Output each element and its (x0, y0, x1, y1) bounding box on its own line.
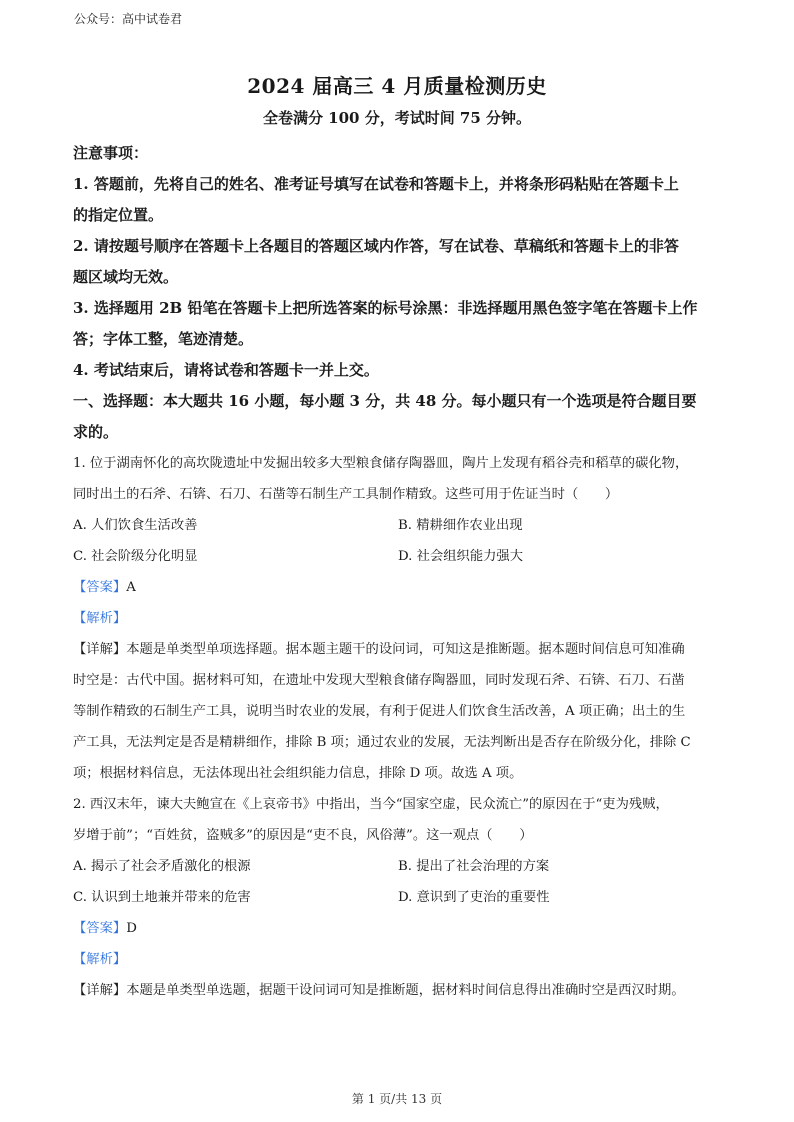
detail-line (73, 975, 723, 1006)
question-options (73, 851, 723, 913)
answer-value: A (126, 580, 136, 595)
section-line: 求的。 (73, 423, 119, 441)
notice-block (73, 138, 723, 386)
option-b: B. 提出了社会治理的方案 (398, 859, 550, 874)
document-body (73, 138, 723, 1006)
notice-line: 3. 选择题用 2B 铅笔在答题卡上把所选答案的标号涂黑：非选择题用黑色签字笔在答题卡上作 (73, 299, 698, 317)
option-b: B. 精耕细作农业出现 (398, 518, 523, 533)
analysis-line (73, 944, 723, 975)
page-footer: 第 1 页/共 13 页 (351, 1092, 443, 1106)
notice-line: 题区域均无效。 (73, 268, 179, 286)
detail-line: 时空是：古代中国。据材料可知，在遗址中发现大型粮食储存陶器皿，同时发现石斧、石锛、石刀、石凿 (73, 673, 685, 688)
detail-line: 等制作精致的石制生产工具，说明当时农业的发展，有利于促进人们饮食生活改善，A 项正确；出土的生 (73, 704, 686, 719)
answer-label: 【答案】 (73, 921, 127, 936)
notice-line: 的指定位置。 (73, 206, 164, 224)
detail-line (73, 634, 723, 665)
detail-text: 本题是单类型单选题，据题干设问词可知是推断题，据材料时间信息得出准确时空是西汉时期。 (126, 983, 685, 998)
section-line: 一、选择题：本大题共 16 小题，每小题 3 分，共 48 分。每小题只有一个选项是符合题目要 (73, 392, 697, 410)
option-c: C. 社会阶级分化明显 (73, 549, 198, 564)
notice-line: 答；字体工整，笔迹清楚。 (73, 330, 254, 348)
answer-value: D (126, 921, 137, 936)
option-a: A. 揭示了社会矛盾激化的根源 (73, 859, 251, 874)
notice-line: 2. 请按题号顺序在答题卡上各题目的答题区域内作答，写在试卷、草稿纸和答题卡上的非答 (73, 237, 679, 255)
question-stem-line: 岁增于前”；“百姓贫，盗贼多”的原因是“吏不良，风俗薄”。这一观点（ ） (73, 828, 533, 843)
detail-line: 产工具，无法判定是否是精耕细作，排除 B 项；通过农业的发展，无法判断出是否存在阶级分化，排除 C (73, 735, 691, 750)
page-title: 2024 届高三 4 月质量检测历史 (247, 74, 547, 98)
question-stem-line: 同时出土的石斧、石锛、石刀、石凿等石制生产工具制作精致。这些可用于佐证当时（ ） (73, 487, 619, 502)
question-2 (73, 789, 723, 1006)
option-d: D. 意识到了吏治的重要性 (398, 890, 550, 905)
analysis-label: 【解析】 (73, 611, 127, 626)
detail-line: 项；根据材料信息，无法体现出社会组织能力信息，排除 D 项。故选 A 项。 (73, 766, 523, 781)
notice-line: 1. 答题前，先将自己的姓名、准考证号填写在试卷和答题卡上，并将条形码粘贴在答题卡上 (73, 175, 679, 193)
detail-label: 【详解】 (73, 642, 127, 657)
answer-line (73, 913, 723, 944)
question-stem-line: 1. 位于湖南怀化的高坎陇遗址中发掘出较多大型粮食储存陶器皿，陶片上发现有稻谷壳和稻草的碳化物， (73, 456, 689, 471)
option-d: D. 社会组织能力强大 (398, 549, 524, 564)
answer-line (73, 572, 723, 603)
analysis-label: 【解析】 (73, 952, 127, 967)
page-subtitle: 全卷满分 100 分，考试时间 75 分钟。 (262, 109, 532, 127)
answer-label: 【答案】 (73, 580, 127, 595)
notice-heading: 注意事项： (73, 144, 149, 162)
question-1 (73, 448, 723, 789)
detail-label: 【详解】 (73, 983, 127, 998)
header-note: 公众号：高中试卷君 (74, 12, 183, 26)
option-a: A. 人们饮食生活改善 (73, 518, 198, 533)
question-options (73, 510, 723, 572)
detail-text: 本题是单类型单项选择题。据本题主题干的设问词，可知这是推断题。据本题时间信息可知准确 (126, 642, 685, 657)
section-heading (73, 386, 723, 448)
question-stem-line: 2. 西汉末年，谏大夫鲍宣在《上哀帝书》中指出，当今“国家空虚，民众流亡”的原因在于“吏为残贼， (73, 797, 669, 812)
notice-line: 4. 考试结束后，请将试卷和答题卡一并上交。 (73, 361, 379, 379)
option-c: C. 认识到土地兼并带来的危害 (73, 890, 251, 905)
analysis-line (73, 603, 723, 634)
